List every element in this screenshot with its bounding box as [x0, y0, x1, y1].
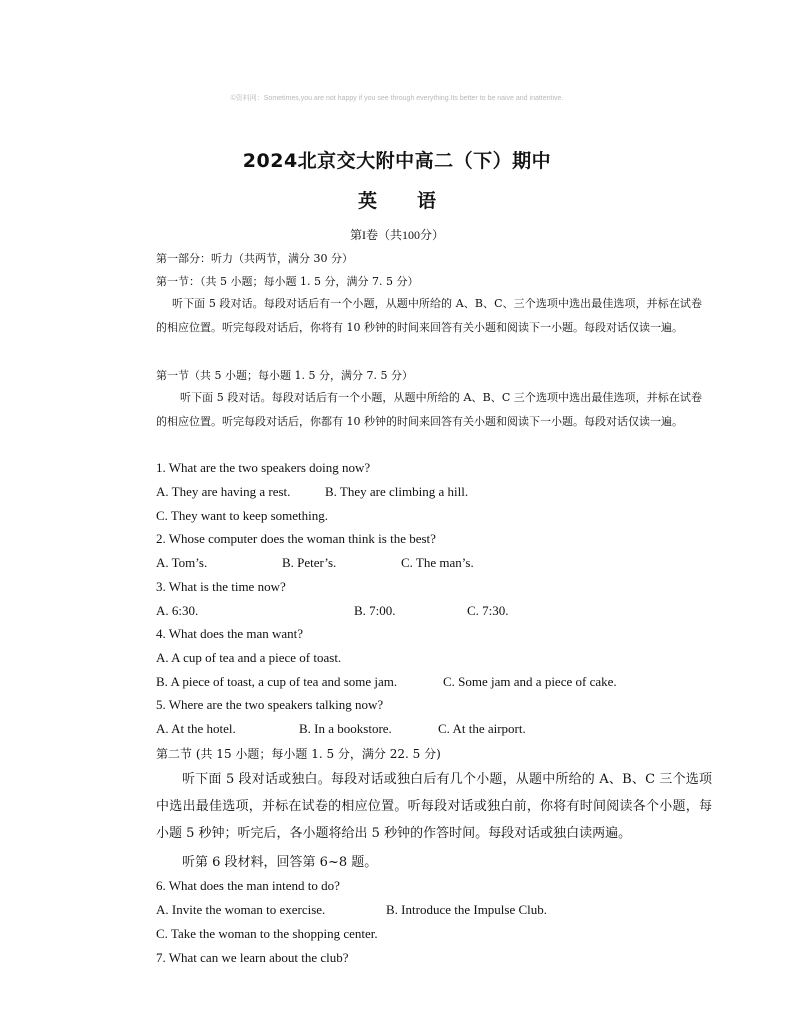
question-1: 1. What are the two speakers doing now? — [156, 460, 371, 475]
subject-char-2: 语 — [417, 190, 437, 212]
q1-option-a: A. They are having a rest. — [156, 484, 291, 499]
q4-option-a: A. A cup of tea and a piece of toast. — [156, 650, 342, 665]
question-7: 7. What can we learn about the club? — [156, 950, 349, 965]
q2-option-c: C. The man’s. — [401, 555, 474, 570]
q5-option-b: B. In a bookstore. — [299, 721, 392, 736]
instructions-2: 听下面 5 段对话或独白。每段对话或独白后有几个小题，从题中所给的 A、B、C 三个选项中选出最佳选项，并标在试卷的相应位置。听每段对话或独白前，你将有时间阅读各个小题，每小题 5 秒钟；听完后，各小题将给出 5 秒钟的作答时间。每段对话或独白读两遍。 — [156, 772, 712, 841]
subject-char-1: 英 — [357, 190, 377, 212]
q3-option-b: B. 7:00. — [354, 603, 396, 618]
q2-option-a: A. Tom’s. — [156, 555, 208, 570]
watermark: ©资料网：Sometimes,you are not happy if you see through everything.Its better to be naive and inattentive. — [230, 95, 564, 102]
question-5: 5. Where are the two speakers talking now? — [156, 697, 384, 712]
q3-option-c: C. 7:30. — [467, 603, 509, 618]
question-2: 2. Whose computer does the woman think is the best? — [156, 531, 436, 546]
q5-option-c: C. At the airport. — [438, 721, 526, 736]
q2-option-b: B. Peter’s. — [282, 555, 337, 570]
question-6: 6. What does the man intend to do? — [156, 878, 340, 893]
page-title: 2024北京交大附中高二（下）期中 — [242, 150, 552, 172]
material-6-note: 听第 6 段材料，回答第 6~8 题。 — [182, 855, 378, 870]
section-heading-2: 第二节 (共 15 小题；每小题 1. 5 分，满分 22. 5 分) — [156, 747, 441, 761]
volume-heading: 第I卷（共100分） — [350, 228, 444, 242]
q3-option-a: A. 6:30. — [156, 603, 199, 618]
subject-heading — [0, 186, 794, 213]
q6-option-c: C. Take the woman to the shopping center. — [156, 926, 378, 941]
q6-option-a: A. Invite the woman to exercise. — [156, 902, 326, 917]
part-heading: 第一部分：听力（共两节，满分 30 分） — [156, 252, 353, 265]
question-3: 3. What is the time now? — [156, 579, 286, 594]
q1-option-c: C. They want to keep something. — [156, 508, 328, 523]
q1-option-b: B. They are climbing a hill. — [325, 484, 469, 499]
q5-option-a: A. At the hotel. — [156, 721, 236, 736]
instructions-1a: 听下面 5 段对话。每段对话后有一个小题，从题中所给的 A、B、C、三个选项中选出最佳选项，并标在试卷的相应位置。听完每段对话后，你将有 10 秒钟的时间来回答有关小题和阅读下一小题。每段对话仅读一遍。 — [156, 297, 702, 334]
question-4: 4. What does the man want? — [156, 626, 304, 641]
q4-option-c: C. Some jam and a piece of cake. — [443, 674, 617, 689]
q4-option-b: B. A piece of toast, a cup of tea and some jam. — [156, 674, 398, 689]
instructions-1b: 听下面 5 段对话。每段对话后有一个小题，从题中所给的 A、B、C 三个选项中选出最佳选项，并标在试卷的相应位置。听完每段对话后，你都有 10 秒钟的时间来回答有关小题和阅读下一小题。每段对话仅读一遍。 — [156, 391, 702, 428]
q6-option-b: B. Introduce the Impulse Club. — [386, 902, 548, 917]
section-heading-1a: 第一节：（共 5 小题；每小题 1. 5 分，满分 7. 5 分） — [156, 275, 419, 288]
section-heading-1b: 第一节（共 5 小题；每小题 1. 5 分，满分 7. 5 分） — [156, 369, 413, 382]
